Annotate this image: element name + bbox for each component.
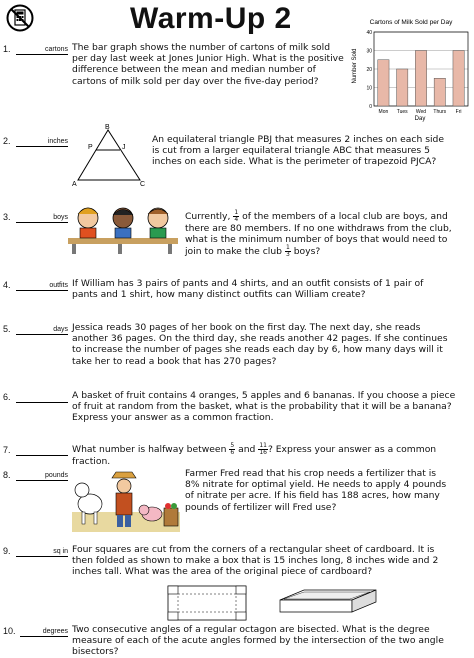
answer-unit: cartons <box>45 46 68 53</box>
fraction <box>229 443 235 456</box>
numerator: 1 <box>234 209 239 216</box>
question-number: 8. <box>3 470 11 480</box>
denominator: 3 <box>285 251 290 259</box>
answer-unit: inches <box>47 138 68 145</box>
text-part: boys? <box>293 246 321 258</box>
students-illustration <box>68 202 178 254</box>
question-number: 2. <box>3 136 11 146</box>
vertex-p: P <box>88 144 93 151</box>
farm-illustration <box>72 470 180 532</box>
cardboard-diagram <box>166 584 248 622</box>
chart-bar <box>397 69 408 106</box>
no-calculator-icon <box>6 4 34 32</box>
question-number: 3. <box>3 212 11 222</box>
denominator: 6 <box>230 449 235 456</box>
text-part: and <box>238 444 256 455</box>
answer-unit: boys <box>53 214 68 221</box>
text-part: What number is halfway between <box>72 444 227 455</box>
question-text: Four squares are cut from the corners of a rectangular sheet of cardboard. It is then folded as shown to make a box that is 15 inches long, 8 inches wide and 2 inches tall. What was the area of the original piece of cardboard? <box>72 544 439 578</box>
vertex-c: C <box>140 181 146 188</box>
answer-unit: sq in <box>53 548 68 555</box>
denominator: 4 <box>234 216 239 223</box>
answer-blank[interactable] <box>16 390 68 403</box>
chart-xtick-label: Thurs <box>433 109 447 115</box>
question-number: 4. <box>3 280 11 290</box>
question-text: Farmer Fred read that his crop needs a fertilizer that is 8% nitrate for optimal yield. He needs to apply 4 pounds of nitrate per acre. If his field has 188 acres, how many pounds of fertilizer will Fred use? <box>185 468 447 513</box>
answer-blank[interactable] <box>20 624 68 637</box>
question-number: 10. <box>3 626 16 636</box>
page-title: Warm-Up 2 <box>130 2 292 35</box>
fraction <box>233 210 239 223</box>
chart-xlabel: Day <box>414 116 426 122</box>
answer-blank[interactable] <box>16 134 68 147</box>
question-text: Jessica reads 30 pages of her book on the first day. The next day, she reads another 36 pages. On the third day, she reads another 42 pages. If she continues to increase the number of pages she reads each day by 6, how many days will it take her to read a book that has 270 pages? <box>72 322 448 367</box>
question-text: Two consecutive angles of a regular octagon are bisected. What is the degree measure of each of the acute angles formed by the intersection of the two angle bisectors? <box>72 624 444 658</box>
question-text: A basket of fruit contains 4 oranges, 5 apples and 6 bananas. If you choose a piece of fruit at random from the basket, what is the probability that it will be a banana? Express your answer as a common fraction. <box>72 390 456 424</box>
chart-ytick-label: 10 <box>366 85 372 92</box>
chart-ytick-label: 30 <box>366 48 372 55</box>
chart-bar <box>378 60 389 106</box>
chart-bar <box>434 78 445 106</box>
answer-blank[interactable] <box>16 443 68 456</box>
question-number: 9. <box>3 546 11 556</box>
fraction <box>285 245 291 258</box>
chart-ytick-label: 40 <box>366 30 372 36</box>
text-part: of the members of a local club are boys, and there are 80 members. If no one withdraws from the club, what is the minimum number of boys that would need to join to make the club <box>185 211 452 258</box>
answer-unit: degrees <box>42 628 68 635</box>
answer-unit: days <box>53 326 68 333</box>
question-text <box>185 210 455 258</box>
fraction <box>258 443 268 456</box>
answer-blank[interactable] <box>16 544 68 557</box>
question-number: 1. <box>3 44 11 54</box>
answer-blank[interactable] <box>16 42 68 55</box>
question-number: 7. <box>3 445 11 455</box>
answer-blank[interactable] <box>16 278 68 291</box>
numerator: 11 <box>259 442 267 449</box>
vertex-j: J <box>122 144 126 151</box>
vertex-a: A <box>72 181 77 188</box>
answer-blank[interactable] <box>16 210 68 223</box>
answer-blank[interactable] <box>16 322 68 335</box>
question-text: If William has 3 pairs of pants and 4 shirts, and an outfit consists of 1 pair of pants and 1 shirt, how many distinct outfits can William create? <box>72 278 424 301</box>
chart-ytick-label: 20 <box>366 67 372 73</box>
question-text: The bar graph shows the number of cartons of milk sold per day last week at Jones Junior High. What is the positive difference between the mean and median number of cartons of milk sold per day over the five-day period? <box>72 42 344 87</box>
chart-xtick-label: Fri <box>455 109 462 115</box>
question-number: 5. <box>3 324 11 334</box>
bar-chart <box>350 16 472 124</box>
text-part: ? Express your answer as a common fraction. <box>72 444 437 467</box>
chart-xtick-label: Wed <box>415 109 427 115</box>
numerator: 1 <box>285 244 290 252</box>
chart-ylabel: Number Sold <box>352 48 358 84</box>
question-text <box>72 443 456 467</box>
text-part: Currently, <box>185 211 231 222</box>
chart-xtick-label: Mon <box>378 109 389 115</box>
answer-unit: outfits <box>49 282 68 289</box>
folded-box-diagram <box>272 588 382 622</box>
chart-title: Cartons of Milk Sold per Day <box>369 19 453 26</box>
triangle-diagram <box>70 122 150 188</box>
answer-unit: pounds <box>45 472 68 479</box>
question-number: 6. <box>3 392 11 402</box>
answer-blank[interactable] <box>16 468 68 481</box>
chart-bar <box>415 51 426 107</box>
vertex-b: B <box>105 124 110 131</box>
chart-ytick-label: 0 <box>369 104 372 110</box>
chart-xtick-label: Tues <box>396 109 408 115</box>
denominator: 16 <box>259 449 267 456</box>
chart-bar <box>453 51 464 107</box>
question-text: An equilateral triangle PBJ that measures 2 inches on each side is cut from a larger equilateral triangle ABC that measures 5 inches on each side. What is the perimeter of trapezoid PJCA? <box>152 134 445 168</box>
numerator: 5 <box>230 442 235 449</box>
